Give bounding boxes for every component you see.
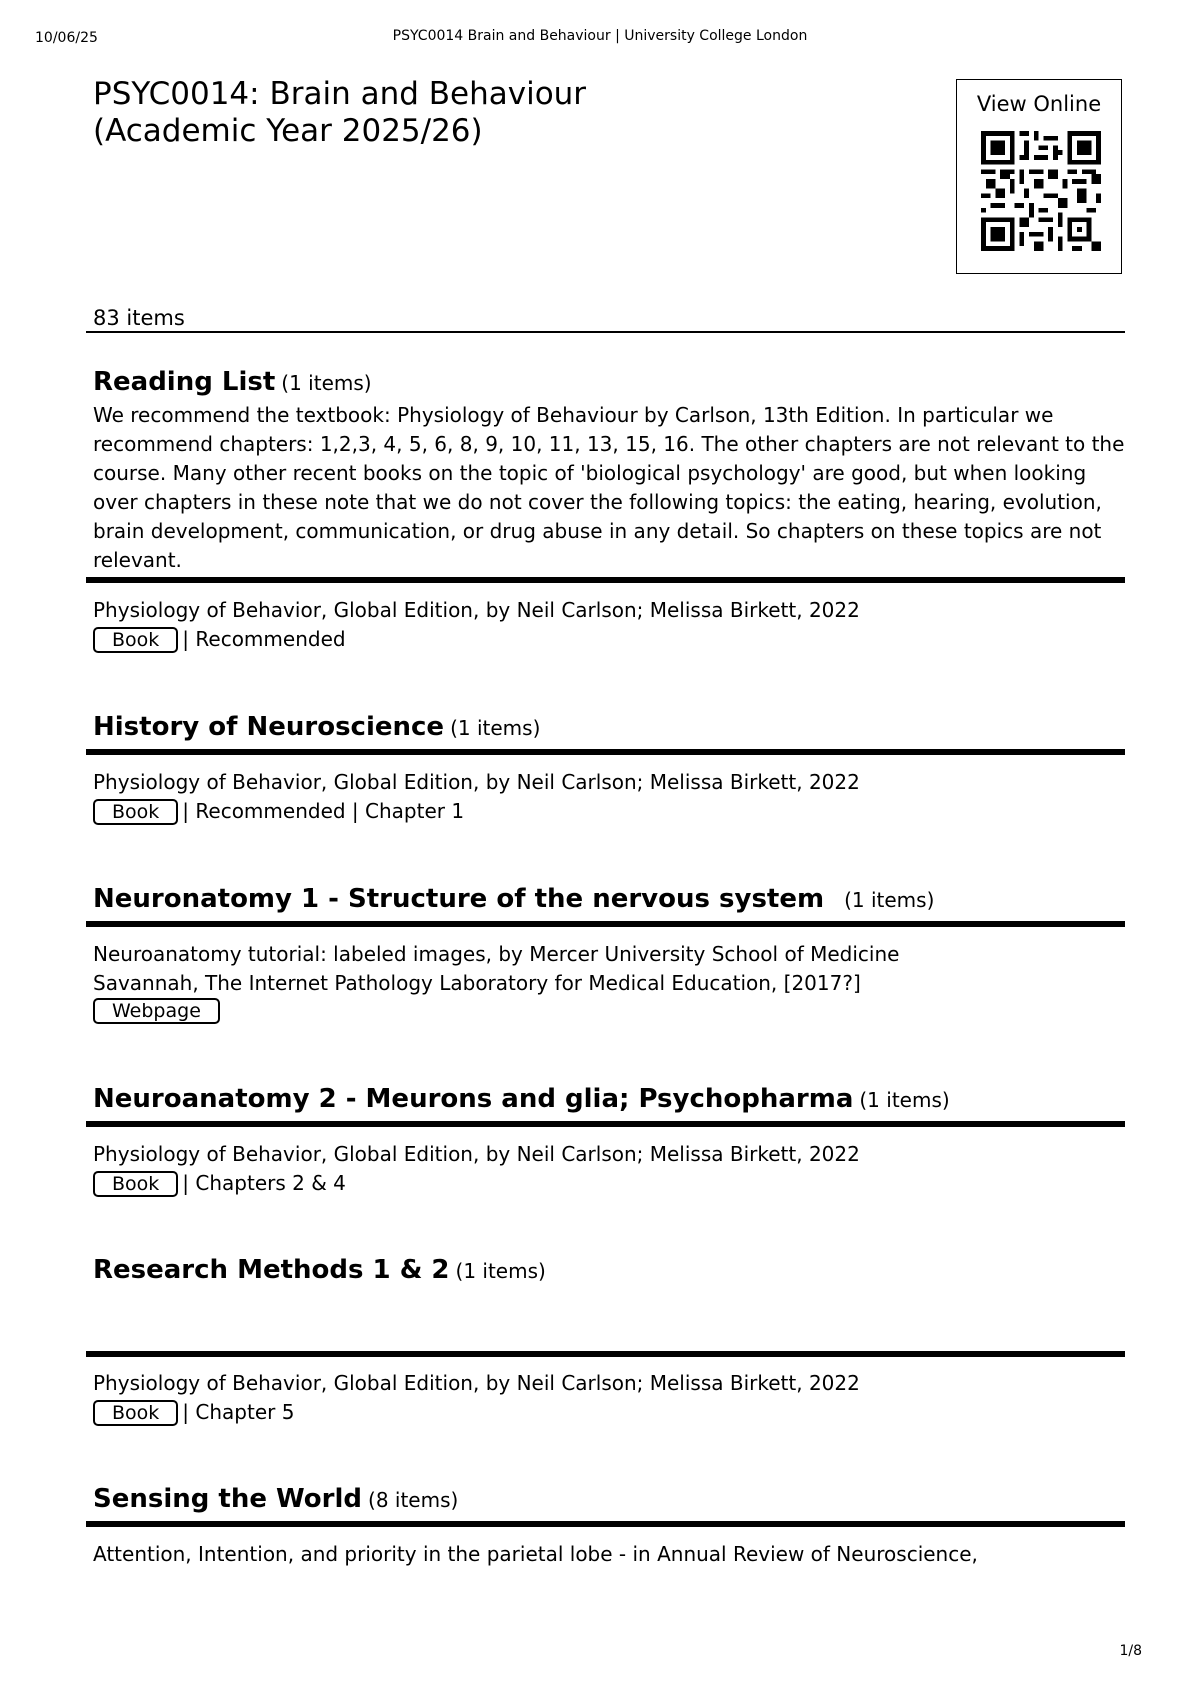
item-type-badge: Book xyxy=(93,1171,178,1197)
list-item[interactable] xyxy=(93,1540,1113,1569)
section-divider xyxy=(86,577,1125,583)
section-count: (1 items) xyxy=(844,888,935,912)
section-title: Sensing the World xyxy=(93,1484,363,1514)
section-history-of-neuroscience xyxy=(86,712,1125,823)
print-page-title: PSYC0014 Brain and Behaviour | University College London xyxy=(392,28,808,44)
list-item[interactable] xyxy=(93,768,1113,826)
items-count: 83 items xyxy=(93,306,185,330)
page-title xyxy=(93,76,853,150)
section-count: (8 items) xyxy=(368,1488,459,1512)
section-heading xyxy=(86,712,1125,742)
item-citation[interactable]: Neuroanatomy tutorial: labeled images, by Mercer University School of Medicine Savannah, The Internet Pathology Laboratory for Medical Education, [2017?] xyxy=(93,942,900,995)
item-type-badge: Book xyxy=(93,627,178,653)
section-research-methods xyxy=(86,1255,1125,1424)
section-heading xyxy=(86,1255,1125,1285)
list-item[interactable] xyxy=(93,1140,1113,1198)
page-title-line1: PSYC0014: Brain and Behaviour xyxy=(93,76,587,112)
item-citation[interactable]: Physiology of Behavior, Global Edition, by Neil Carlson; Melissa Birkett, 2022 xyxy=(93,598,860,622)
section-divider xyxy=(86,1121,1125,1127)
section-title: Reading List xyxy=(93,367,276,397)
page-title-line2: (Academic Year 2025/26) xyxy=(93,113,483,149)
section-count: (1 items) xyxy=(859,1088,950,1112)
item-citation[interactable]: Physiology of Behavior, Global Edition, by Neil Carlson; Melissa Birkett, 2022 xyxy=(93,1142,860,1166)
section-divider xyxy=(86,921,1125,927)
list-item[interactable] xyxy=(93,596,1113,654)
page-number: 1/8 xyxy=(1119,1643,1142,1659)
view-online-label: View Online xyxy=(976,92,1102,116)
section-heading xyxy=(86,1084,1125,1114)
section-reading-list xyxy=(86,367,1125,651)
section-neuroanatomy-1 xyxy=(86,884,1125,1022)
item-type-badge: Book xyxy=(93,799,178,825)
item-meta: | Chapters 2 & 4 xyxy=(182,1171,346,1195)
section-divider xyxy=(86,749,1125,755)
item-type-badge: Book xyxy=(93,1400,178,1426)
section-title: History of Neuroscience xyxy=(93,712,445,742)
list-item[interactable] xyxy=(93,940,1113,1024)
section-divider xyxy=(86,1351,1125,1357)
section-description: We recommend the textbook: Physiology of Behaviour by Carlson, 13th Edition. In particular we recommend chapters: 1,2,3, 4, 5, 6, 8, 9, 10, 11, 13, 15, 16. The other chapters are not relevant to the course. Many other recent books on the topic of 'biological psychology' are good, but when looking over chapters in these note that we do not cover the following topics: the eating, hearing, evolution, brain development, communication, or drug abuse in any detail. So chapters on these topics are not relevant. xyxy=(93,403,1125,572)
section-title: Neuronatomy 1 - Structure of the nervous system xyxy=(93,884,825,914)
item-citation[interactable]: Physiology of Behavior, Global Edition, by Neil Carlson; Melissa Birkett, 2022 xyxy=(93,770,860,794)
section-count: (1 items) xyxy=(455,1259,546,1283)
section-title: Neuroanatomy 2 - Meurons and glia; Psychopharma xyxy=(93,1084,854,1114)
divider xyxy=(86,331,1125,333)
section-count: (1 items) xyxy=(281,371,372,395)
section-heading xyxy=(86,367,1125,397)
section-heading xyxy=(86,884,1125,914)
qr-code-icon[interactable] xyxy=(981,131,1101,251)
item-type-badge: Webpage xyxy=(93,998,220,1024)
section-divider xyxy=(86,1521,1125,1527)
section-count: (1 items) xyxy=(450,716,541,740)
section-sensing-the-world xyxy=(86,1484,1125,1566)
section-heading xyxy=(86,1484,1125,1514)
item-meta: | Chapter 5 xyxy=(182,1400,295,1424)
view-online-box[interactable] xyxy=(956,79,1122,274)
section-neuroanatomy-2 xyxy=(86,1084,1125,1195)
item-citation[interactable]: Attention, Intention, and priority in the parietal lobe - in Annual Review of Neuroscience, xyxy=(93,1542,978,1566)
item-citation[interactable]: Physiology of Behavior, Global Edition, by Neil Carlson; Melissa Birkett, 2022 xyxy=(93,1371,860,1395)
item-meta: | Recommended | Chapter 1 xyxy=(182,799,465,823)
print-date: 10/06/25 xyxy=(35,30,98,46)
item-meta: | Recommended xyxy=(182,627,346,651)
list-item[interactable] xyxy=(93,1369,1113,1427)
section-title: Research Methods 1 & 2 xyxy=(93,1255,450,1285)
